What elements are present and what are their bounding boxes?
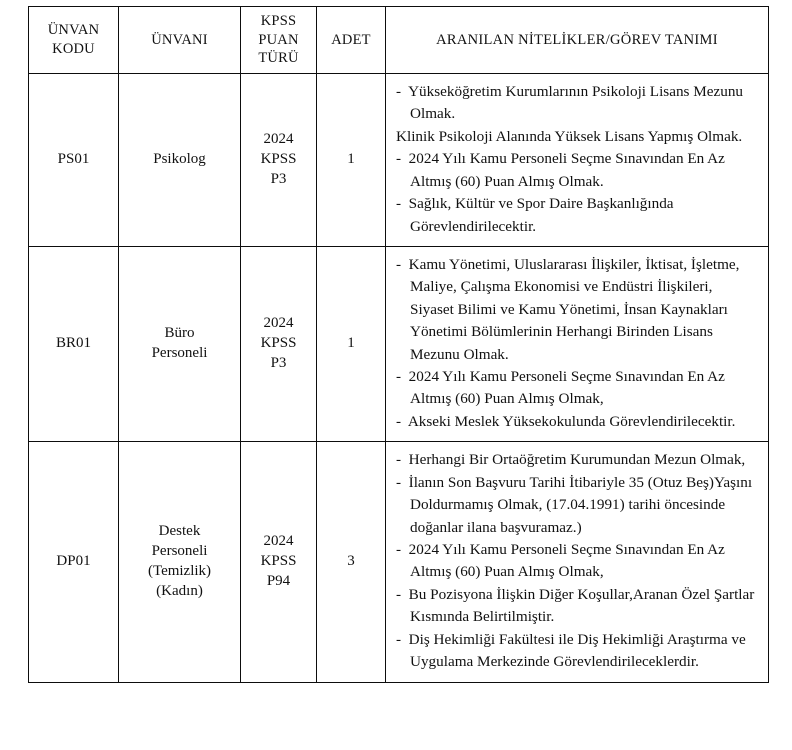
cell-unvani-line-2: Personeli — [151, 543, 208, 560]
cell-kpss-line-1: 2024 — [263, 533, 294, 550]
requirement-dash: - — [396, 412, 402, 430]
cell-unvan-kodu: DP01 — [29, 442, 119, 682]
cell-unvani-line-1: Destek — [158, 523, 201, 540]
column-header-kpss-puan-turu — [241, 7, 317, 74]
requirement-dash: - — [396, 150, 402, 168]
requirement-item — [396, 472, 760, 539]
cell-unvani — [119, 442, 241, 682]
requirements-list — [396, 449, 760, 673]
cell-unvani — [119, 74, 241, 247]
requirement-text: Klinik Psikoloji Alanında Yüksek Lisans Yapmış Olmak. — [396, 127, 743, 145]
requirement-item — [396, 539, 760, 584]
job-positions-table — [28, 6, 769, 683]
requirement-text: Akseki Meslek Yüksekokulunda Görevlendirilecektir. — [407, 412, 736, 430]
table-row — [29, 246, 769, 441]
requirement-text: 2024 Yılı Kamu Personeli Seçme Sınavından En Az Altmış (60) Puan Almış Olmak, — [408, 541, 725, 581]
requirement-text: Bu Pozisyona İlişkin Diğer Koşullar,Aranan Özel Şartlar Kısmında Belirtilmiştir. — [408, 585, 755, 626]
requirement-text: Herhangi Bir Ortaöğretim Kurumundan Mezun Olmak, — [408, 451, 746, 469]
requirement-item — [396, 411, 760, 433]
requirement-dash: - — [396, 473, 402, 491]
cell-unvani — [119, 246, 241, 441]
requirement-dash: - — [396, 83, 402, 100]
requirement-text: Yükseköğretim Kurumlarının Psikoloji Lisans Mezunu Olmak. — [408, 83, 744, 123]
cell-adet: 1 — [317, 246, 386, 441]
column-header-unvani-line-1: ÜNVANI — [151, 31, 208, 48]
requirement-item — [396, 584, 760, 629]
requirement-text: 2024 Yılı Kamu Personeli Seçme Sınavından En Az Altmış (60) Puan Almış Olmak, — [408, 368, 725, 408]
column-header-adet-line-1: ADET — [331, 31, 371, 48]
cell-adet: 3 — [317, 442, 386, 682]
table-body — [29, 74, 769, 683]
table-row — [29, 442, 769, 682]
column-header-adet — [317, 7, 386, 74]
requirement-text: İlanın Son Başvuru Tarihi İtibariyle 35 (Otuz Beş)Yaşını Doldurmamış Olmak, (17.04.1991) tarihi öncesinde doğanlar ilana başvuramaz.) — [408, 473, 753, 536]
cell-aranilan-nitelikler — [386, 74, 769, 247]
requirement-text: Diş Hekimliği Fakültesi ile Diş Hekimliği Araştırma ve Uygulama Merkezinde Görevlendirileceklerdir. — [408, 630, 746, 671]
column-header-kpss-puan-turu-line-1: KPSS — [260, 12, 297, 29]
requirement-dash: - — [396, 195, 402, 213]
cell-kpss-puan-turu — [241, 442, 317, 682]
cell-kpss-line-2: KPSS — [260, 553, 297, 570]
requirement-dash: - — [396, 255, 402, 273]
column-header-kpss-puan-turu-line-3: TÜRÜ — [258, 50, 299, 67]
cell-unvan-kodu: PS01 — [29, 74, 119, 247]
cell-unvani-line-3: (Temizlik) — [147, 562, 212, 579]
column-header-aranilan-nitelikler-line-1: ARANILAN NİTELİKLER/GÖREV TANIMI — [436, 31, 718, 48]
column-header-kpss-puan-turu-line-2: PUAN — [258, 31, 299, 48]
requirement-item — [396, 81, 760, 126]
cell-kpss-line-2: KPSS — [260, 335, 297, 352]
requirement-dash: - — [396, 585, 402, 603]
job-positions-table-container — [28, 6, 768, 683]
column-header-aranilan-nitelikler — [386, 7, 769, 74]
requirement-item — [396, 629, 760, 674]
requirement-item — [396, 449, 760, 471]
table-header-row — [29, 7, 769, 74]
cell-kpss-line-3: P3 — [270, 170, 287, 187]
requirement-dash: - — [396, 541, 402, 559]
cell-kpss-line-1: 2024 — [263, 131, 294, 148]
column-header-unvani — [119, 7, 241, 74]
cell-unvani-line-4: (Kadın) — [156, 582, 203, 599]
requirement-text: Kamu Yönetimi, Uluslararası İlişkiler, İktisat, İşletme, Maliye, Çalışma Ekonomisi ve Endüstri İlişkileri, Siyaset Bilimi ve Kamu Yönetimi, İnsan Kaynakları Yönetimi Bölümlerinin Herhangi Birinden Lisans Mezunu Olmak. — [408, 255, 740, 363]
cell-unvani-line-2: Personeli — [151, 345, 208, 362]
cell-kpss-line-3: P94 — [266, 572, 291, 589]
cell-unvani-line-1: Büro — [164, 325, 195, 342]
table-row — [29, 74, 769, 247]
cell-kpss-puan-turu — [241, 246, 317, 441]
requirement-item — [396, 366, 760, 411]
requirement-text: Sağlık, Kültür ve Spor Daire Başkanlığında Görevlendirilecektir. — [408, 195, 674, 235]
column-header-unvan-kodu-line-1: ÜNVAN — [47, 22, 100, 39]
cell-kpss-line-2: KPSS — [260, 151, 297, 168]
requirements-list — [396, 81, 760, 238]
cell-unvani-line-1: Psikolog — [153, 151, 206, 168]
cell-adet: 1 — [317, 74, 386, 247]
requirement-item — [396, 254, 760, 366]
requirement-dash: - — [396, 451, 402, 469]
cell-aranilan-nitelikler — [386, 246, 769, 441]
cell-kpss-line-3: P3 — [270, 355, 287, 372]
requirement-dash: - — [396, 630, 402, 648]
requirement-item — [396, 193, 760, 238]
cell-unvan-kodu: BR01 — [29, 246, 119, 441]
requirements-list — [396, 254, 760, 433]
column-header-unvan-kodu — [29, 7, 119, 74]
requirement-text: 2024 Yılı Kamu Personeli Seçme Sınavından En Az Altmış (60) Puan Almış Olmak. — [408, 150, 725, 190]
cell-kpss-puan-turu — [241, 74, 317, 247]
table-header — [29, 7, 769, 74]
column-header-unvan-kodu-line-2: KODU — [52, 41, 95, 57]
cell-kpss-line-1: 2024 — [263, 315, 294, 332]
requirement-item — [396, 126, 760, 148]
requirement-item — [396, 148, 760, 193]
requirement-dash: - — [396, 368, 402, 386]
cell-aranilan-nitelikler — [386, 442, 769, 682]
